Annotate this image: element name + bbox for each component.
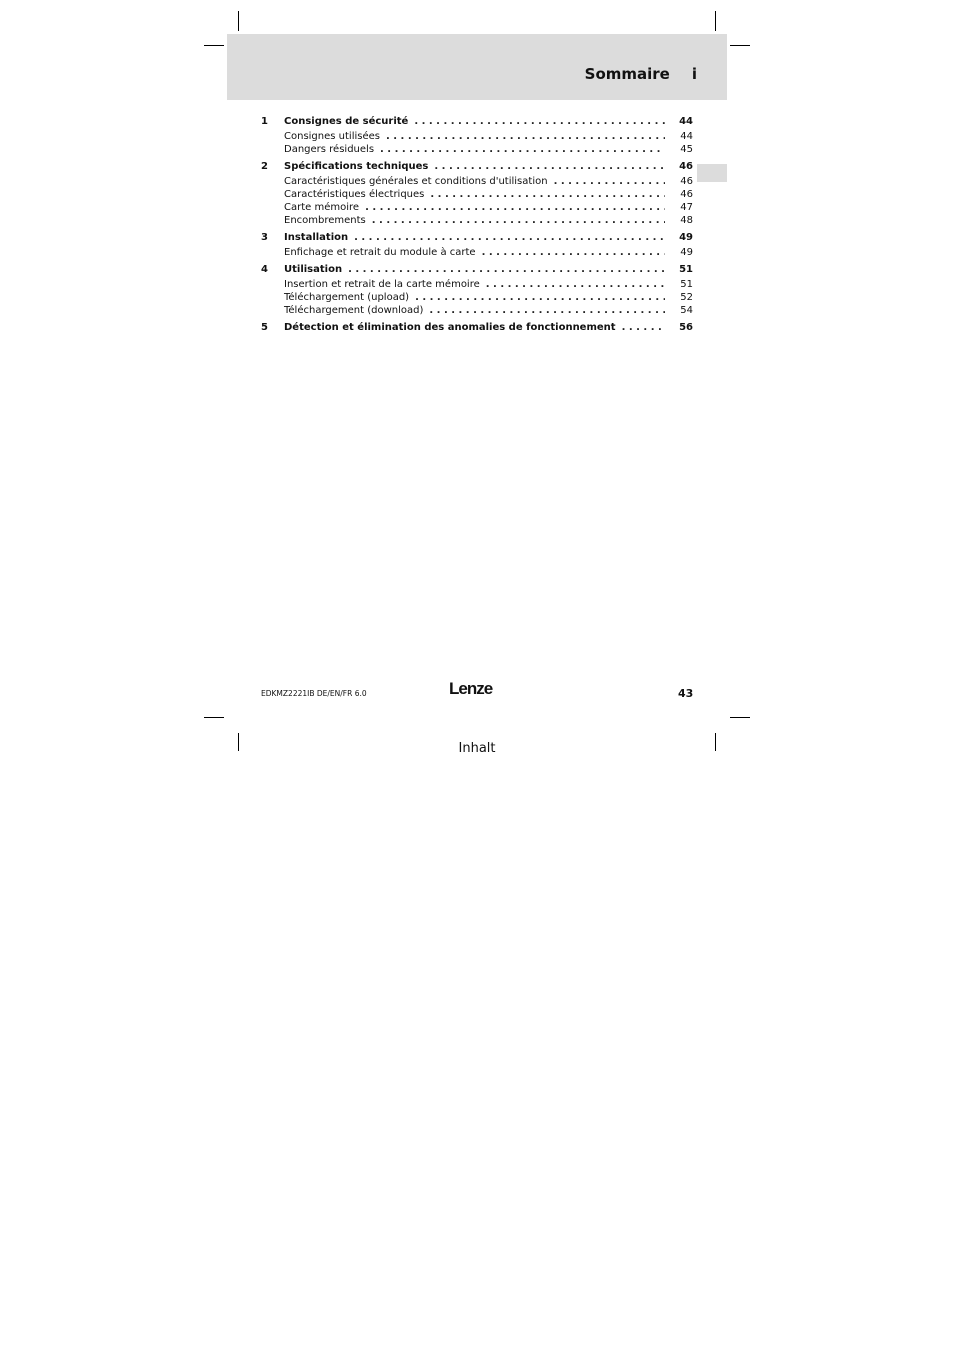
item-page: 52 <box>680 292 693 303</box>
toc-item-row[interactable] <box>261 246 693 259</box>
item-page: 47 <box>680 202 693 213</box>
item-title: Insertion et retrait de la carte mémoire <box>284 279 480 290</box>
info-icon: i <box>691 65 697 83</box>
toc-item-row[interactable] <box>261 214 693 227</box>
toc-section <box>261 160 693 227</box>
item-page: 44 <box>680 131 693 142</box>
item-title: Téléchargement (upload) <box>284 292 410 303</box>
leader-dots <box>414 115 665 128</box>
leader-dots <box>554 175 665 188</box>
lenze-logo: Lenze <box>449 679 493 698</box>
item-title: Caractéristiques générales et conditions d'utilisation <box>284 176 548 187</box>
leader-dots <box>380 143 665 156</box>
toc-section <box>261 115 693 156</box>
item-page: 51 <box>680 279 693 290</box>
item-title: Encombrements <box>284 215 366 226</box>
item-page: 49 <box>680 247 693 258</box>
toc-item-row[interactable] <box>261 304 693 317</box>
item-title: Consignes utilisées <box>284 131 380 142</box>
chapter-number: 5 <box>261 322 268 333</box>
item-title: Enfichage et retrait du module à carte <box>284 247 476 258</box>
leader-dots <box>365 201 665 214</box>
toc-item-row[interactable] <box>261 143 693 156</box>
document-code: EDKMZ2221IB DE/EN/FR 6.0 <box>261 689 367 698</box>
toc-item-row[interactable] <box>261 201 693 214</box>
chapter-title: Consignes de sécurité <box>284 116 409 127</box>
leader-dots <box>429 304 665 317</box>
item-title: Caractéristiques électriques <box>284 189 425 200</box>
chapter-page: 49 <box>679 232 693 243</box>
crop-mark <box>204 45 224 46</box>
leader-dots <box>430 188 665 201</box>
leader-dots <box>415 291 665 304</box>
toc-item-row[interactable] <box>261 175 693 188</box>
crop-mark <box>715 11 716 31</box>
chapter-number: 4 <box>261 264 268 275</box>
item-title: Téléchargement (download) <box>284 305 424 316</box>
leader-dots <box>434 160 665 173</box>
item-page: 54 <box>680 305 693 316</box>
side-tab-marker <box>697 164 727 182</box>
chapter-page: 56 <box>679 322 693 333</box>
leader-dots <box>386 130 665 143</box>
item-page: 45 <box>680 144 693 155</box>
toc-section <box>261 263 693 317</box>
item-page: 46 <box>680 176 693 187</box>
toc-section <box>261 231 693 259</box>
crop-mark <box>730 45 750 46</box>
chapter-title: Utilisation <box>284 264 343 275</box>
chapter-title: Installation <box>284 232 349 243</box>
table-of-contents <box>261 115 693 338</box>
chapter-number: 1 <box>261 116 268 127</box>
item-page: 48 <box>680 215 693 226</box>
toc-chapter-row[interactable] <box>261 115 693 128</box>
toc-item-row[interactable] <box>261 291 693 304</box>
leader-dots <box>482 246 665 259</box>
page-caption: Inhalt <box>458 741 496 756</box>
toc-chapter-row[interactable] <box>261 160 693 173</box>
toc-chapter-row[interactable] <box>261 321 693 334</box>
leader-dots <box>354 231 665 244</box>
toc-item-row[interactable] <box>261 188 693 201</box>
item-title: Carte mémoire <box>284 202 360 213</box>
chapter-page: 46 <box>679 161 693 172</box>
chapter-page: 44 <box>679 116 693 127</box>
chapter-title: Détection et élimination des anomalies de fonctionnement <box>284 322 616 333</box>
leader-dots <box>348 263 665 276</box>
item-page: 46 <box>680 189 693 200</box>
crop-mark <box>730 717 750 718</box>
page-title: Sommaire <box>584 65 670 83</box>
leader-dots <box>622 321 665 334</box>
chapter-title: Spécifications techniques <box>284 161 429 172</box>
header-band <box>227 34 727 100</box>
toc-item-row[interactable] <box>261 130 693 143</box>
crop-mark <box>204 717 224 718</box>
chapter-page: 51 <box>679 264 693 275</box>
chapter-number: 3 <box>261 232 268 243</box>
item-title: Dangers résiduels <box>284 144 375 155</box>
toc-chapter-row[interactable] <box>261 231 693 244</box>
leader-dots <box>372 214 665 227</box>
toc-section <box>261 321 693 334</box>
toc-chapter-row[interactable] <box>261 263 693 276</box>
chapter-number: 2 <box>261 161 268 172</box>
crop-mark <box>238 11 239 31</box>
header-title-group <box>585 65 697 83</box>
leader-dots <box>486 278 665 291</box>
page-number: 43 <box>678 687 694 700</box>
toc-item-row[interactable] <box>261 278 693 291</box>
